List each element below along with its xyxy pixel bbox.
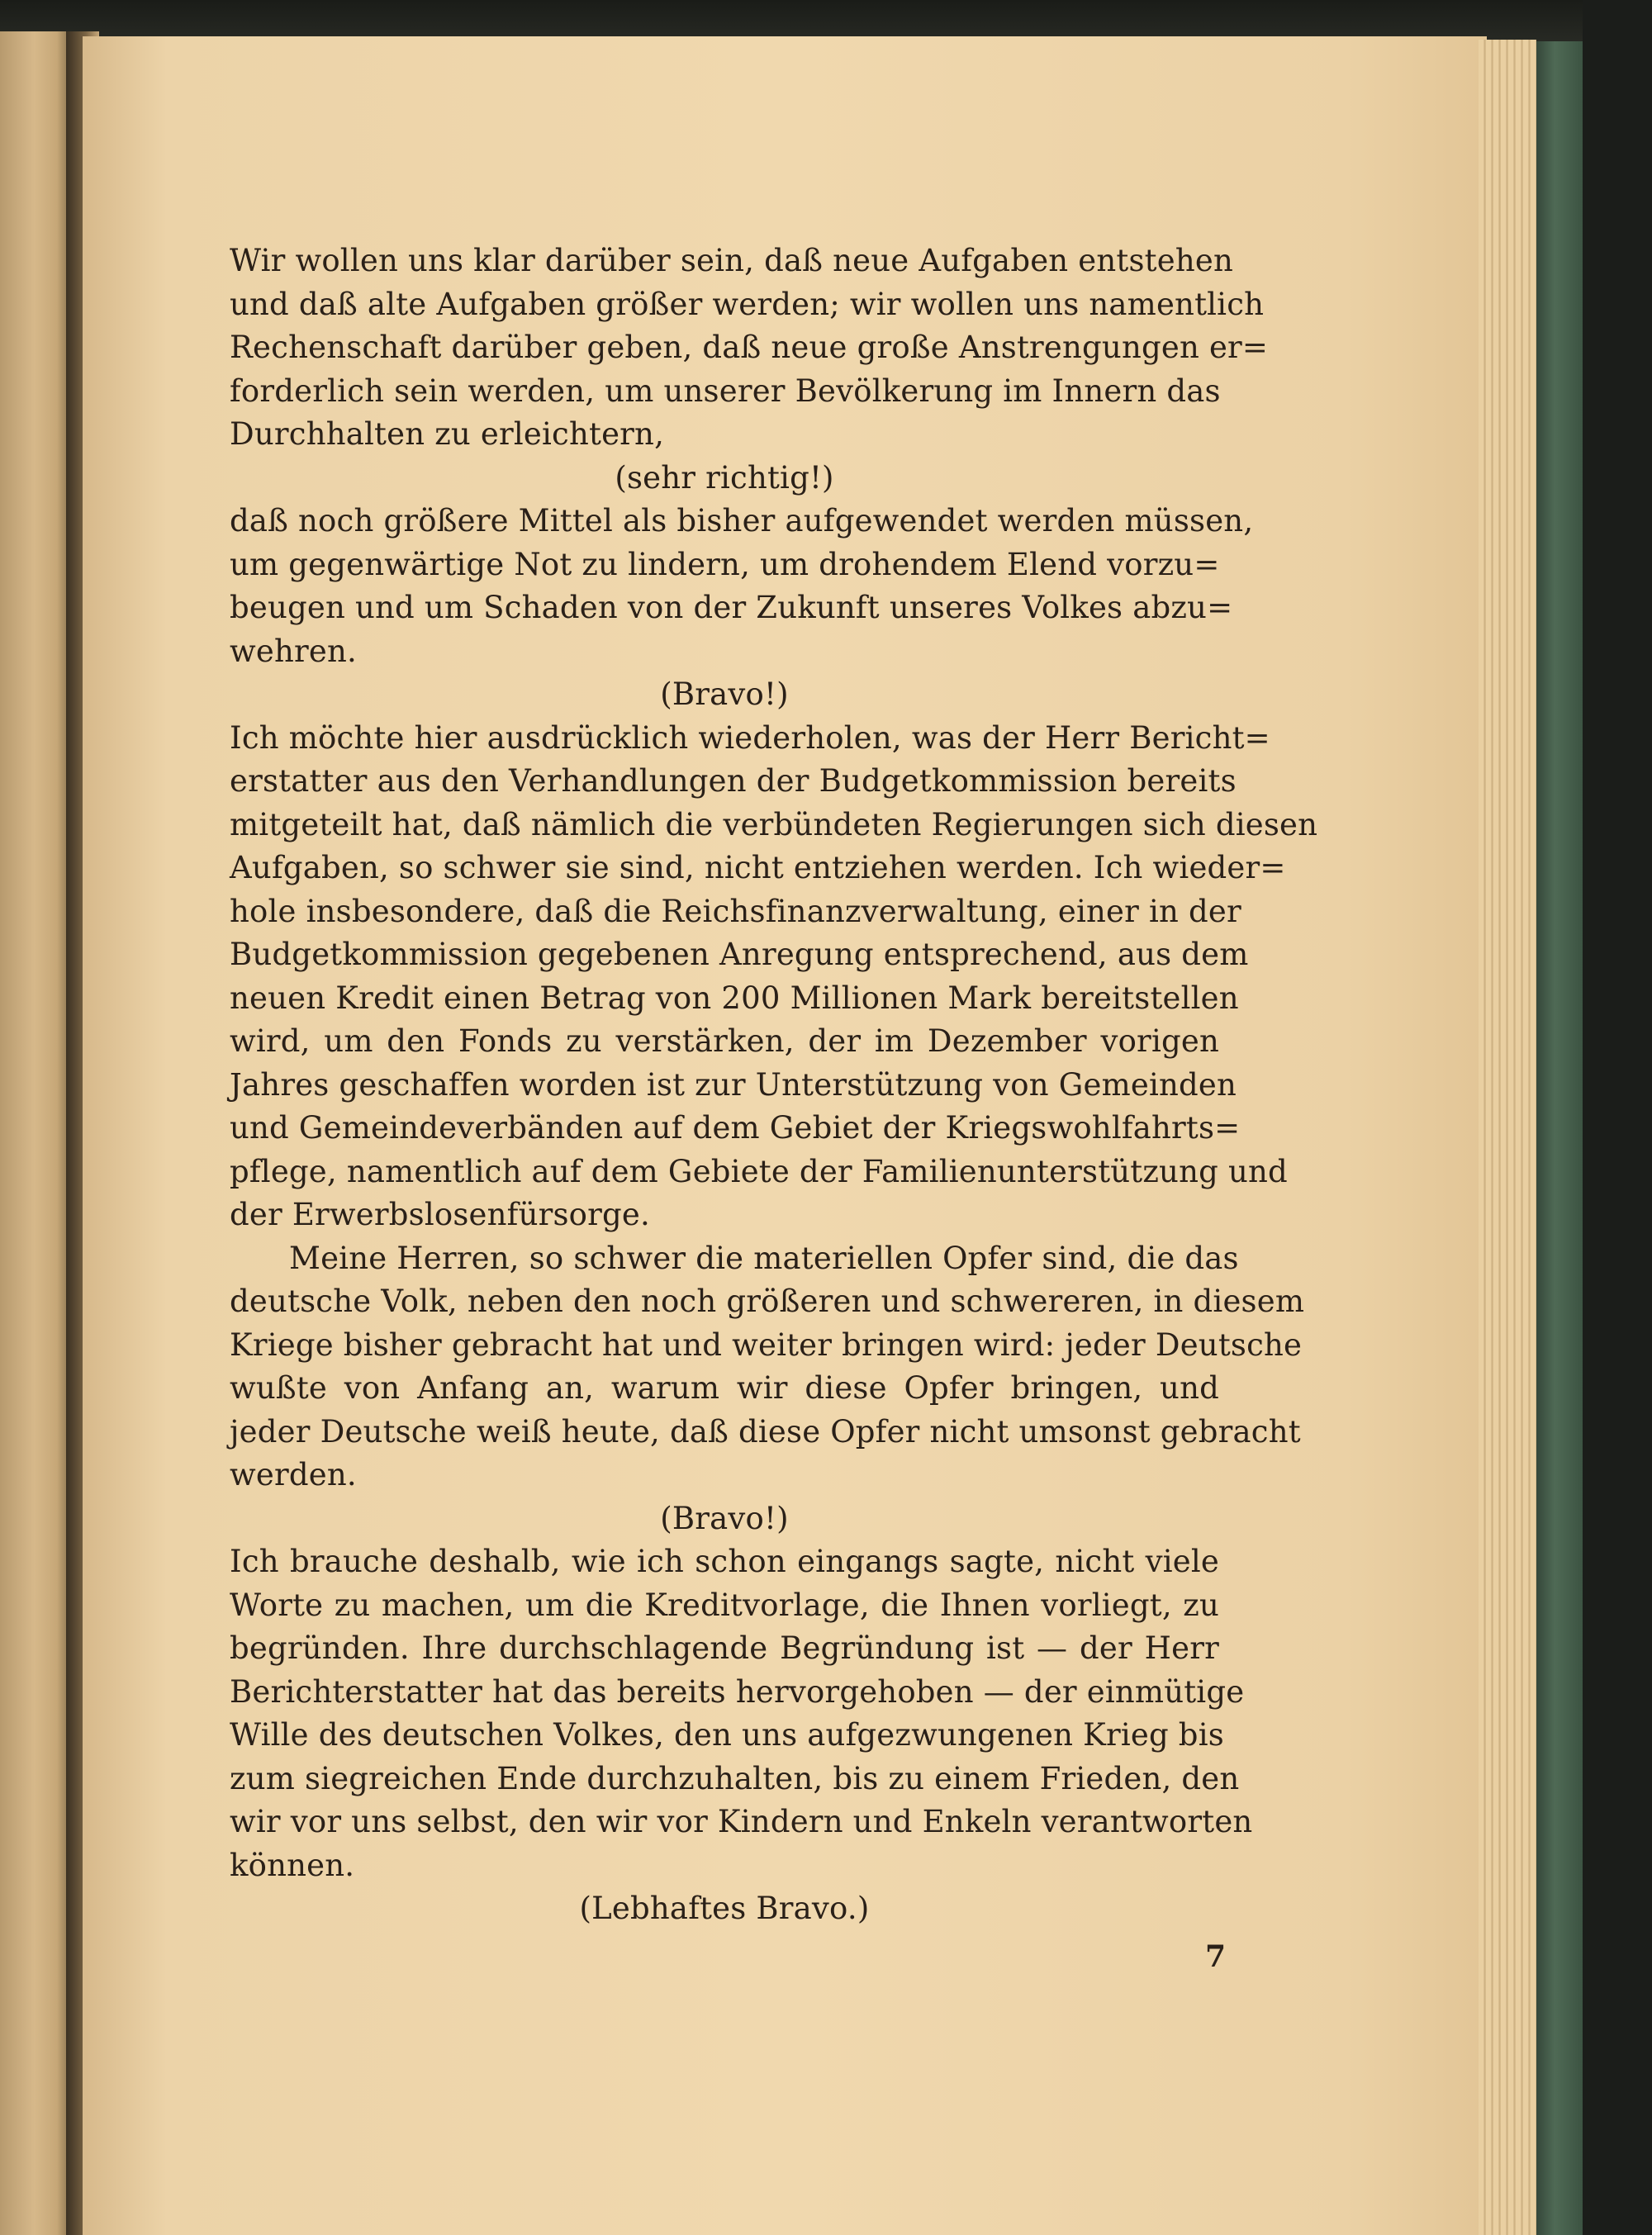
text-line: Kriege bisher gebracht hat und weiter bringen wird: jeder Deutsche: [230, 1326, 1303, 1363]
text-line: deutsche Volk, neben den noch größeren und schwereren, in diesem: [230, 1284, 1305, 1319]
facing-page-edge: [0, 31, 76, 2235]
text-line: neuen Kredit einen Betrag von 200 Millionen Mark bereitstellen: [230, 980, 1239, 1016]
paragraph: [230, 1540, 1253, 1887]
text-line: um gegenwärtige Not zu lindern, um drohendem Elend vorzu=: [230, 546, 1220, 582]
text-line: daß noch größere Mittel als bisher aufgewendet werden müssen,: [230, 503, 1254, 539]
text-line: Ich brauche deshalb, wie ich schon eingangs sagte, nicht viele: [230, 1544, 1219, 1579]
text-line: forderlich sein werden, um unserer Bevölkerung im Innern das: [230, 372, 1221, 409]
text-line: wußte von Anfang an, warum wir diese Opfer bringen, und: [230, 1370, 1219, 1406]
text-line: wir vor uns selbst, den wir vor Kindern und Enkeln verantworten: [230, 1804, 1253, 1839]
book-cover-edge: [1536, 41, 1583, 2235]
text-line: Wir wollen uns klar darüber sein, daß neue Aufgaben entstehen: [230, 243, 1233, 278]
text-line: Rechenschaft darüber geben, daß neue große Anstrengungen er=: [230, 330, 1269, 365]
text-line: begründen. Ihre durchschlagende Begründung ist — der Herr: [230, 1630, 1219, 1666]
text-line: jeder Deutsche weiß heute, daß diese Opfer nicht umsonst gebracht: [230, 1413, 1301, 1450]
text-line: Berichterstatter hat das bereits hervorgehoben — der einmütige: [230, 1673, 1245, 1710]
text-line: erstatter aus den Verhandlungen der Budgetkommission bereits: [230, 763, 1237, 799]
text-line: Worte zu machen, um die Kreditvorlage, die Ihnen vorliegt, zu: [230, 1587, 1219, 1623]
interjection: (Bravo!): [660, 1500, 789, 1536]
text-line: zum siegreichen Ende durchzuhalten, bis zu einem Frieden, den: [230, 1760, 1240, 1796]
text-line: können.: [230, 1847, 355, 1883]
text-line: Wille des deutschen Volkes, den uns aufgezwungenen Krieg bis: [230, 1717, 1224, 1753]
paragraph: [230, 240, 1269, 457]
text-line: mitgeteilt hat, daß nämlich die verbündeten Regierungen sich diesen: [230, 806, 1318, 842]
interjection: (sehr richtig!): [615, 459, 834, 496]
text-line: pflege, namentlich auf dem Gebiete der Familienunterstützung und: [230, 1153, 1288, 1189]
paragraph: [230, 717, 1318, 1237]
page-text: [230, 240, 1318, 1931]
text-line: wehren.: [230, 633, 357, 669]
text-line: der Erwerbslosenfürsorge.: [230, 1197, 650, 1232]
text-line: und daß alte Aufgaben größer werden; wir wollen uns namentlich: [230, 286, 1265, 322]
text-line: Durchhalten zu erleichtern,: [230, 416, 665, 452]
interjection: (Bravo!): [660, 676, 789, 712]
text-line: hole insbesondere, daß die Reichsfinanzverwaltung, einer in der: [230, 893, 1241, 929]
text-line: und Gemeindeverbänden auf dem Gebiet der Kriegswohlfahrts=: [230, 1110, 1241, 1146]
interjection: (Lebhaftes Bravo.): [579, 1891, 870, 1926]
page-number: 7: [1204, 1939, 1226, 1974]
scan-background-right: [1583, 0, 1652, 2235]
text-line: Meine Herren, so schwer die materiellen Opfer sind, die das: [289, 1240, 1239, 1276]
text-line: Jahres geschaffen worden ist zur Unterstützung von Gemeinden: [230, 1066, 1237, 1103]
text-line: Aufgaben, so schwer sie sind, nicht entziehen werden. Ich wieder=: [230, 850, 1286, 885]
paragraph: [230, 1237, 1305, 1497]
text-line: Budgetkommission gegebenen Anregung entsprechend, aus dem: [230, 937, 1249, 972]
text-line: beugen und um Schaden von der Zukunft unseres Volkes abzu=: [230, 590, 1233, 625]
text-line: werden.: [230, 1457, 357, 1492]
text-line: Ich möchte hier ausdrücklich wiederholen, was der Herr Bericht=: [230, 719, 1270, 756]
page-stack-edges: [1479, 40, 1536, 2235]
paragraph: [230, 500, 1254, 673]
text-line: wird, um den Fonds zu verstärken, der im Dezember vorigen: [230, 1023, 1219, 1059]
